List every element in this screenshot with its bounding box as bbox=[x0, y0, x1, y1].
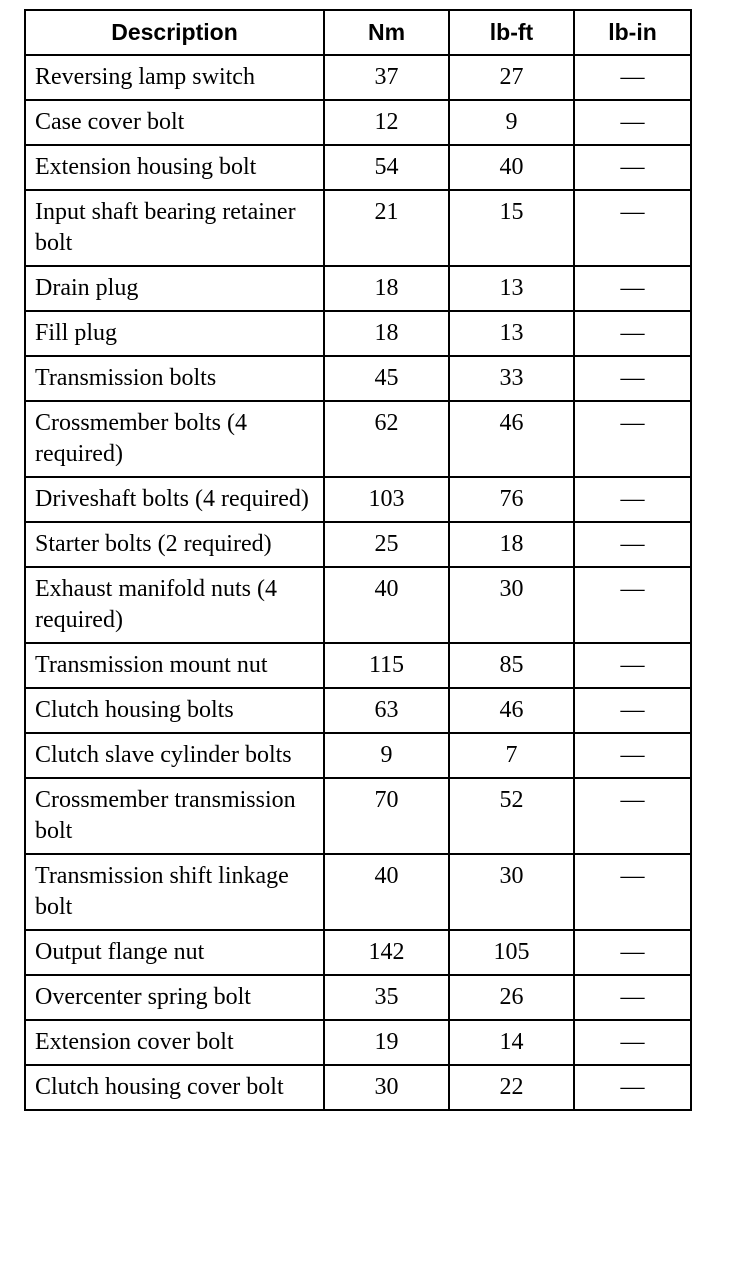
lbin-cell: — bbox=[574, 567, 691, 643]
nm-cell: 19 bbox=[324, 1020, 449, 1065]
lbin-cell: — bbox=[574, 522, 691, 567]
description-cell: Crossmember bolts (4 required) bbox=[25, 401, 324, 477]
header-row bbox=[25, 10, 691, 55]
lbin-cell: — bbox=[574, 778, 691, 854]
description-cell: Fill plug bbox=[25, 311, 324, 356]
lbin-cell: — bbox=[574, 854, 691, 930]
header-nm: Nm bbox=[324, 10, 449, 55]
lbft-cell: 85 bbox=[449, 643, 574, 688]
lbin-cell: — bbox=[574, 311, 691, 356]
description-cell: Clutch slave cylinder bolts bbox=[25, 733, 324, 778]
description-cell: Overcenter spring bolt bbox=[25, 975, 324, 1020]
lbft-cell: 30 bbox=[449, 854, 574, 930]
table-row bbox=[25, 733, 691, 778]
nm-cell: 40 bbox=[324, 854, 449, 930]
nm-cell: 9 bbox=[324, 733, 449, 778]
nm-cell: 62 bbox=[324, 401, 449, 477]
nm-cell: 30 bbox=[324, 1065, 449, 1110]
lbft-cell: 30 bbox=[449, 567, 574, 643]
description-cell: Crossmember transmission bolt bbox=[25, 778, 324, 854]
table-row bbox=[25, 401, 691, 477]
lbin-cell: — bbox=[574, 643, 691, 688]
lbft-cell: 33 bbox=[449, 356, 574, 401]
lbft-cell: 26 bbox=[449, 975, 574, 1020]
lbft-cell: 46 bbox=[449, 688, 574, 733]
table-row bbox=[25, 854, 691, 930]
table-row bbox=[25, 266, 691, 311]
nm-cell: 103 bbox=[324, 477, 449, 522]
lbin-cell: — bbox=[574, 266, 691, 311]
lbft-cell: 15 bbox=[449, 190, 574, 266]
table-header bbox=[25, 10, 691, 55]
nm-cell: 35 bbox=[324, 975, 449, 1020]
description-cell: Reversing lamp switch bbox=[25, 55, 324, 100]
table-row bbox=[25, 930, 691, 975]
lbin-cell: — bbox=[574, 190, 691, 266]
nm-cell: 40 bbox=[324, 567, 449, 643]
table-row bbox=[25, 1020, 691, 1065]
lbin-cell: — bbox=[574, 100, 691, 145]
table-row bbox=[25, 1065, 691, 1110]
header-description: Description bbox=[25, 10, 324, 55]
lbft-cell: 40 bbox=[449, 145, 574, 190]
lbin-cell: — bbox=[574, 975, 691, 1020]
lbft-cell: 105 bbox=[449, 930, 574, 975]
description-cell: Output flange nut bbox=[25, 930, 324, 975]
lbft-cell: 52 bbox=[449, 778, 574, 854]
description-cell: Transmission shift linkage bolt bbox=[25, 854, 324, 930]
description-cell: Extension cover bolt bbox=[25, 1020, 324, 1065]
description-cell: Drain plug bbox=[25, 266, 324, 311]
table-row bbox=[25, 311, 691, 356]
lbin-cell: — bbox=[574, 55, 691, 100]
nm-cell: 18 bbox=[324, 311, 449, 356]
description-cell: Exhaust manifold nuts (4 required) bbox=[25, 567, 324, 643]
lbin-cell: — bbox=[574, 930, 691, 975]
nm-cell: 12 bbox=[324, 100, 449, 145]
nm-cell: 63 bbox=[324, 688, 449, 733]
lbft-cell: 7 bbox=[449, 733, 574, 778]
lbin-cell: — bbox=[574, 401, 691, 477]
description-cell: Clutch housing bolts bbox=[25, 688, 324, 733]
lbft-cell: 9 bbox=[449, 100, 574, 145]
description-cell: Clutch housing cover bolt bbox=[25, 1065, 324, 1110]
table-row bbox=[25, 567, 691, 643]
table-row bbox=[25, 778, 691, 854]
table-row bbox=[25, 100, 691, 145]
description-cell: Case cover bolt bbox=[25, 100, 324, 145]
nm-cell: 25 bbox=[324, 522, 449, 567]
description-cell: Transmission bolts bbox=[25, 356, 324, 401]
table-row bbox=[25, 688, 691, 733]
nm-cell: 142 bbox=[324, 930, 449, 975]
nm-cell: 21 bbox=[324, 190, 449, 266]
lbin-cell: — bbox=[574, 1065, 691, 1110]
lbft-cell: 13 bbox=[449, 266, 574, 311]
lbin-cell: — bbox=[574, 733, 691, 778]
table-row bbox=[25, 356, 691, 401]
torque-spec-table bbox=[24, 9, 692, 1111]
table-row bbox=[25, 643, 691, 688]
header-lbin: lb-in bbox=[574, 10, 691, 55]
lbin-cell: — bbox=[574, 356, 691, 401]
lbin-cell: — bbox=[574, 145, 691, 190]
lbft-cell: 76 bbox=[449, 477, 574, 522]
description-cell: Driveshaft bolts (4 required) bbox=[25, 477, 324, 522]
nm-cell: 37 bbox=[324, 55, 449, 100]
lbft-cell: 18 bbox=[449, 522, 574, 567]
nm-cell: 70 bbox=[324, 778, 449, 854]
table-row bbox=[25, 145, 691, 190]
nm-cell: 18 bbox=[324, 266, 449, 311]
lbft-cell: 27 bbox=[449, 55, 574, 100]
table-row bbox=[25, 522, 691, 567]
lbin-cell: — bbox=[574, 688, 691, 733]
nm-cell: 54 bbox=[324, 145, 449, 190]
description-cell: Transmission mount nut bbox=[25, 643, 324, 688]
header-lbft: lb-ft bbox=[449, 10, 574, 55]
nm-cell: 45 bbox=[324, 356, 449, 401]
lbft-cell: 14 bbox=[449, 1020, 574, 1065]
lbft-cell: 22 bbox=[449, 1065, 574, 1110]
description-cell: Input shaft bearing retainer bolt bbox=[25, 190, 324, 266]
table-body bbox=[25, 55, 691, 1110]
nm-cell: 115 bbox=[324, 643, 449, 688]
lbin-cell: — bbox=[574, 1020, 691, 1065]
table-row bbox=[25, 975, 691, 1020]
lbin-cell: — bbox=[574, 477, 691, 522]
table-row bbox=[25, 55, 691, 100]
lbft-cell: 13 bbox=[449, 311, 574, 356]
table-row bbox=[25, 190, 691, 266]
description-cell: Starter bolts (2 required) bbox=[25, 522, 324, 567]
description-cell: Extension housing bolt bbox=[25, 145, 324, 190]
lbft-cell: 46 bbox=[449, 401, 574, 477]
table-row bbox=[25, 477, 691, 522]
